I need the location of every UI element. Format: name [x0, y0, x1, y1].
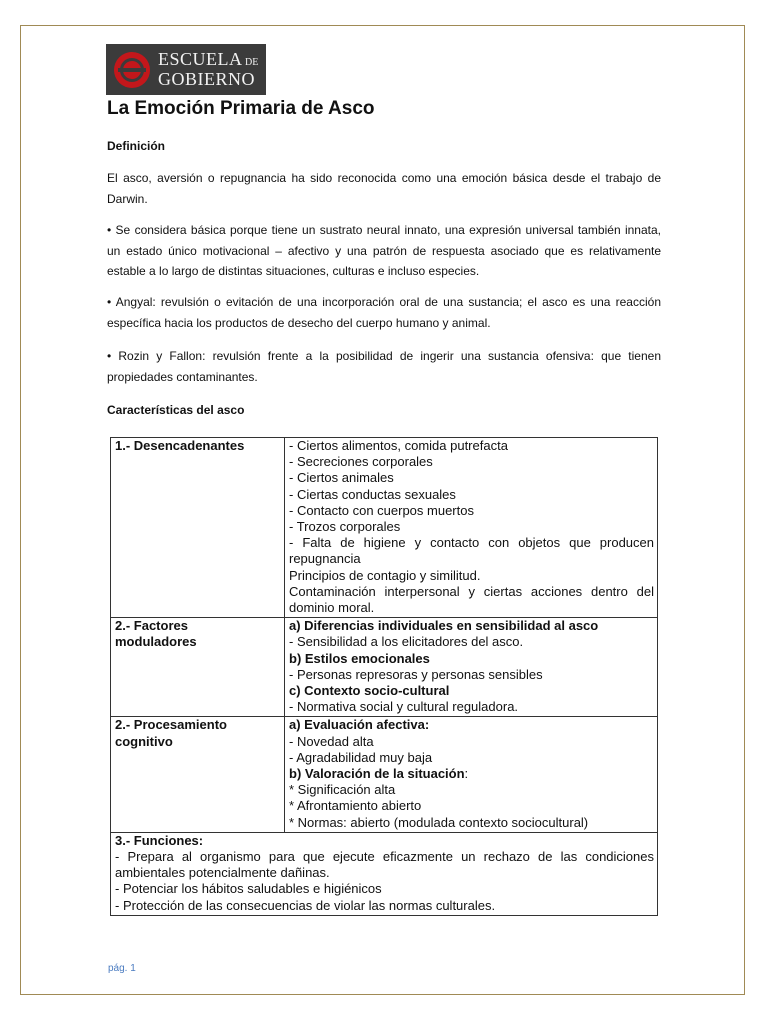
logo-line-1: ESCUELA: [158, 49, 243, 69]
table-row: [111, 438, 658, 618]
table-row: [111, 717, 658, 832]
logo-line-2: GOBIERNO: [158, 69, 255, 89]
paragraph-2: • Se considera básica porque tiene un sustrato neural innato, una expresión universal también innata, un estado único motivacional – afectivo y una patrón de respuesta asociado que es relativamente estable a lo largo de distintas situaciones, culturas e incluso especies.: [107, 223, 661, 278]
logo-text: [158, 51, 258, 88]
paragraph-1: El asco, aversión o repugnancia ha sido reconocida como una emoción básica desde el trabajo de Darwin.: [107, 171, 661, 206]
characteristics-table: [110, 437, 658, 916]
definition-heading: Definición: [107, 139, 166, 153]
paragraph-3: • Angyal: revulsión o evitación de una incorporación oral de una sustancia; el asco es una reacción específica hacia los productos de desecho del cuerpo humano y animal.: [107, 295, 661, 330]
escuela-de-gobierno-logo: [106, 44, 266, 95]
logo-emblem-icon: [114, 52, 150, 88]
table-row: [111, 618, 658, 717]
row-content-factores: a) Diferencias individuales en sensibilidad al asco - Sensibilidad a los elicitadores del asco. b) Estilos emocionales - Personas represoras y personas sensibles c) Contexto socio-cultural - Normativa social y cultural reguladora.: [285, 618, 658, 717]
row-label-procesamiento: 2.- Procesamiento cognitivo: [111, 717, 285, 832]
row-content-desencadenantes: - Ciertos alimentos, comida putrefacta - Secreciones corporales - Ciertos animales - Ciertas conductas sexuales - Contacto con cuerpos muertos - Trozos corporales - Falta de higiene y contacto con objetos que producen repugnancia Principios de contagio y similitud. Contaminación interpersonal y ciertas acciones dentro del dominio moral.: [285, 438, 658, 618]
row-content-procesamiento: a) Evaluación afectiva: - Novedad alta - Agradabilidad muy baja b) Valoración de la situación: * Significación alta * Afrontamiento abierto * Normas: abierto (modulada contexto sociocultural): [285, 717, 658, 832]
characteristics-heading: Características del asco: [107, 403, 245, 417]
row-label-desencadenantes: 1.- Desencadenantes: [111, 438, 285, 618]
page-number: pág. 1: [108, 963, 136, 974]
paragraph-4: • Rozin y Fallon: revulsión frente a la posibilidad de ingerir una sustancia ofensiva: que tienen propiedades contaminantes.: [107, 349, 661, 384]
logo-line-1-small: DE: [245, 57, 259, 68]
row-content-funciones: 3.- Funciones: - Prepara al organismo para que ejecute eficazmente un rechazo de las condiciones ambientales potencialmente dañinas. - Potenciar los hábitos saludables e higiénicos - Protección de las consecuencias de violar las normas culturales.: [111, 832, 658, 915]
row-label-factores: 2.- Factores moduladores: [111, 618, 285, 717]
document-title: La Emoción Primaria de Asco: [107, 98, 375, 119]
table-row: [111, 832, 658, 915]
